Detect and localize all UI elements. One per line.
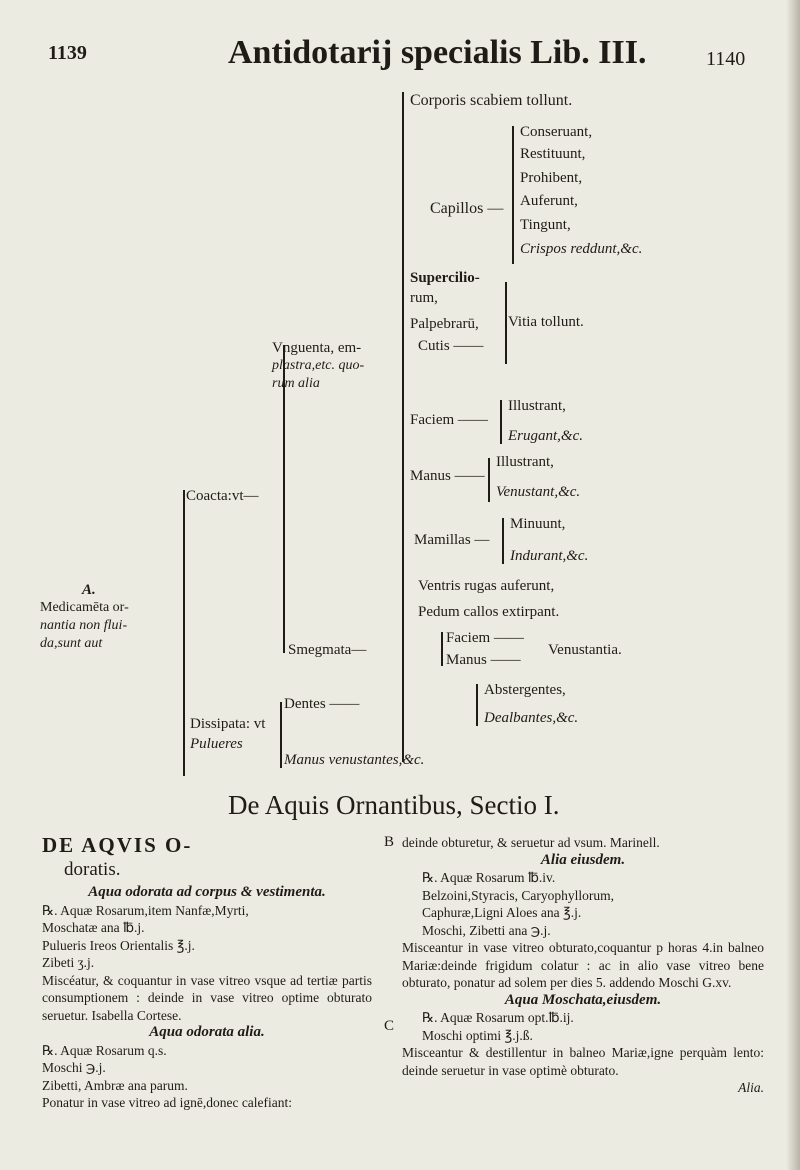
capillos-verb-3: Prohibent, bbox=[520, 170, 583, 186]
brace-vnguenta-main bbox=[402, 92, 404, 762]
smegmata: Smegmata— bbox=[288, 642, 367, 658]
dentes: Dentes —— bbox=[284, 696, 360, 712]
page-edge-shadow bbox=[786, 0, 800, 1170]
smeg-manus: Manus —— bbox=[446, 652, 521, 668]
recipe-3-line-3: Caphuræ,Ligni Aloes ana ℥.j. bbox=[422, 905, 582, 920]
drop-heading-2: doratis. bbox=[64, 859, 121, 880]
capillos-label: Capillos — bbox=[430, 200, 504, 217]
brace-faciem bbox=[500, 400, 502, 444]
supercilio-2: rum, bbox=[410, 290, 438, 306]
brace-mamillas bbox=[502, 518, 504, 564]
vitia: Vitia tollunt. bbox=[508, 314, 584, 330]
page-number-left: 1139 bbox=[48, 42, 87, 64]
recipe-4-instructions: Misceantur & destillentur in balneo Mariæ,igne perquàm lento: deinde seruetur in vase optimè obturato. bbox=[402, 1045, 764, 1078]
recipe-4-line-2: Moschi optimi ℥.j.ß. bbox=[422, 1027, 533, 1043]
continuation-text: deinde obturetur, & seruetur ad vsum. Marinell. bbox=[402, 835, 660, 850]
brace-smegmata bbox=[441, 632, 443, 666]
page-number-right: 1140 bbox=[706, 48, 746, 70]
recipe-2-line-3: Zibetti, Ambræ ana parum. bbox=[42, 1077, 188, 1093]
a-mark: A. bbox=[82, 582, 96, 598]
dissipata-2: Pulueres bbox=[190, 736, 243, 752]
recipe-heading-3: Alia eiusdem. bbox=[540, 851, 626, 868]
manus-verb-2: Venustant,&c. bbox=[496, 484, 581, 500]
capillos-verb-5: Tingunt, bbox=[520, 217, 571, 233]
medicamenta-1: Medicamēta or- bbox=[40, 600, 129, 615]
running-title: Antidotarij specialis Lib. III. bbox=[228, 34, 647, 71]
mamillas: Mamillas — bbox=[414, 532, 490, 548]
recipe-1-line-2: Moschatæ ana ℔.j. bbox=[42, 920, 145, 935]
brace-vitia bbox=[505, 282, 507, 364]
left-column bbox=[42, 832, 372, 1112]
supercilio-1: Supercilio- bbox=[410, 270, 480, 286]
recipe-2-line-1: ℞. Aquæ Rosarum q.s. bbox=[42, 1042, 167, 1058]
smeg-faciem: Faciem —— bbox=[446, 630, 524, 646]
margin-letter-b: B bbox=[384, 834, 395, 850]
recipe-1-line-4: Zibeti ʒ.j. bbox=[42, 955, 95, 970]
faciem-verb-1: Illustrant, bbox=[508, 398, 566, 414]
mamillas-verb-1: Minuunt, bbox=[510, 516, 566, 532]
recipe-heading-2: Aqua odorata alia. bbox=[149, 1024, 265, 1040]
cutis: Cutis —— bbox=[418, 338, 484, 354]
dentes-verb-2: Dealbantes,&c. bbox=[484, 710, 579, 726]
recipe-3-line-1: ℞. Aquæ Rosarum ℔.iv. bbox=[422, 870, 556, 885]
margin-letter-c: C bbox=[384, 1018, 395, 1034]
faciem: Faciem —— bbox=[410, 412, 488, 428]
palpebrarum: Palpebrarū, bbox=[410, 316, 479, 332]
brace-dentes bbox=[476, 684, 478, 726]
mamillas-verb-2: Indurant,&c. bbox=[510, 548, 589, 564]
dentes-verb-1: Abstergentes, bbox=[484, 682, 566, 698]
brace-dissipata bbox=[280, 702, 282, 768]
brace-medicamenta bbox=[183, 490, 185, 776]
capillos-verb-1: Conseruant, bbox=[520, 124, 593, 140]
recipe-1-instructions: Miscéatur, & coquantur in vase vitreo vsque ad tertiæ partis consumptionem : deinde in vase vitreo optime obturato seruetur. Isabella Cortese. bbox=[42, 972, 372, 1023]
medicamenta-3: da,sunt aut bbox=[40, 636, 103, 651]
recipe-2-line-2: Moschi ℈.j. bbox=[42, 1060, 106, 1075]
recipe-3-line-2: Belzoini,Styracis, Caryophyllorum, bbox=[422, 887, 614, 903]
capillos-verb-2: Restituunt, bbox=[520, 146, 586, 162]
recipe-3-instructions: Misceantur in vase vitreo obturato,coquantur p horas 4.in balneo Mariæ:deinde frigidum colatur : ac in alio vase vitreo bene obturato, ponatur ad solem per dies 5. addendo Moschi G.xv. bbox=[402, 940, 764, 990]
pedum: Pedum callos extirpant. bbox=[418, 604, 560, 620]
corporis-line: Corporis scabiem tollunt. bbox=[410, 92, 573, 109]
right-column bbox=[402, 834, 764, 1097]
venustantia: Venustantia. bbox=[548, 642, 622, 658]
brace-manus bbox=[488, 458, 490, 502]
coacta: Coacta:vt— bbox=[186, 488, 259, 504]
vnguenta-2: plastra,etc. quo- bbox=[272, 358, 365, 373]
recipe-1-line-3: Pulueris Ireos Orientalis ℥.j. bbox=[42, 937, 195, 953]
faciem-verb-2: Erugant,&c. bbox=[508, 428, 583, 444]
vnguenta-1: Vnguenta, em- bbox=[272, 340, 362, 356]
recipe-3-line-4: Moschi, Zibetti ana ℈.j. bbox=[422, 922, 551, 938]
recipe-heading-1: Aqua odorata ad corpus & vestimenta. bbox=[88, 884, 326, 900]
recipe-4-line-1: ℞. Aquæ Rosarum opt.℔.ij. bbox=[422, 1010, 574, 1025]
manus: Manus —— bbox=[410, 468, 485, 484]
recipe-1-line-1: ℞. Aquæ Rosarum,item Nanfæ,Myrti, bbox=[42, 902, 249, 918]
medicamenta-2: nantia non flui- bbox=[40, 618, 128, 633]
manus-verb-1: Illustrant, bbox=[496, 454, 554, 470]
recipe-heading-4: Aqua Moschata,eiusdem. bbox=[504, 991, 662, 1008]
ventris: Ventris rugas auferunt, bbox=[418, 578, 555, 594]
drop-heading-1: DE AQVIS O- bbox=[42, 833, 193, 857]
manus-venustantes: Manus venustantes,&c. bbox=[284, 752, 425, 768]
recipe-2-instructions: Ponatur in vase vitreo ad ignē,donec calefiant: bbox=[42, 1095, 293, 1110]
dissipata-1: Dissipata: vt bbox=[190, 716, 266, 732]
catchword: Alia. bbox=[738, 1080, 764, 1095]
capillos-verb-4: Auferunt, bbox=[520, 193, 578, 209]
brace-capillos bbox=[512, 126, 514, 264]
vnguenta-3: rum alia bbox=[272, 376, 320, 391]
capillos-verb-6: Crispos reddunt,&c. bbox=[520, 241, 643, 257]
section-title: De Aquis Ornantibus, Sectio I. bbox=[228, 790, 560, 820]
